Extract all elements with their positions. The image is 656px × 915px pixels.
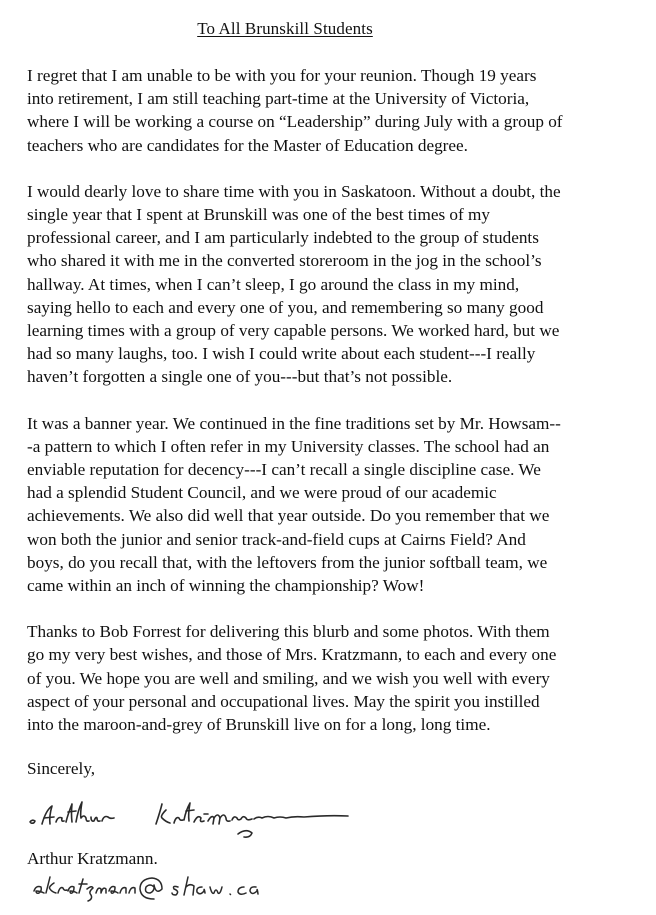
text-line: go my very best wishes, and those of Mrs. Kratzmann, to each and every one: [27, 645, 557, 665]
text-line: came within an inch of winning the championship? Wow!: [27, 576, 425, 596]
text-line: where I will be working a course on “Leadership” during July with a group of: [27, 112, 563, 132]
paragraph-4: [27, 620, 642, 736]
paragraph-2: [27, 180, 642, 389]
signatory-name: Arthur Kratzmann.: [27, 849, 158, 868]
text-line: of you. We hope you are well and smiling, and we wish you well with every: [27, 668, 550, 688]
text-line: who shared it with me in the converted storeroom in the jog in the school’s: [27, 251, 542, 271]
text-line: Thanks to Bob Forrest for delivering this blurb and some photos. With them: [27, 622, 550, 642]
paragraph-3: [27, 412, 642, 598]
text-line: aspect of your personal and occupational lives. May the spirit you instilled: [27, 691, 540, 711]
text-line: into the maroon-and-grey of Brunskill live on for a long, long time.: [27, 715, 491, 735]
text-line: professional career, and I am particularly indebted to the group of students: [27, 228, 539, 248]
text-line: had a splendid Student Council, and we were proud of our academic: [27, 483, 497, 503]
paragraph-1: [27, 64, 642, 157]
text-line: hallway. At times, when I can’t sleep, I go around the class in my mind,: [27, 274, 520, 294]
handwritten-email: [30, 869, 390, 905]
text-line: single year that I spent at Brunskill was one of the best times of my: [27, 205, 491, 225]
text-line: teachers who are candidates for the Master of Education degree.: [27, 135, 468, 155]
text-line: -a pattern to which I often refer in my University classes. The school had an: [27, 436, 550, 456]
text-line: saying hello to each and every one of you, and remembering so many good: [27, 297, 544, 317]
text-line: won both the junior and senior track-and-field cups at Cairns Field? And: [27, 529, 526, 549]
text-line: It was a banner year. We continued in the fine traditions set by Mr. Howsam--: [27, 413, 561, 433]
text-line: I would dearly love to share time with you in Saskatoon. Without a doubt, the: [27, 181, 561, 201]
text-line: enviable reputation for decency---I can’t recall a single discipline case. We: [27, 460, 541, 480]
text-line: learning times with a group of very capable persons. We worked hard, but we: [27, 321, 560, 341]
text-line: into retirement, I am still teaching part-time at the University of Victoria,: [27, 89, 530, 109]
text-line: had so many laughs, too. I wish I could write about each student---I really: [27, 344, 536, 364]
text-line: I regret that I am unable to be with you for your reunion. Though 19 years: [27, 66, 537, 85]
letter-title: To All Brunskill Students: [197, 19, 373, 38]
text-line: achievements. We also did well that year outside. Do you remember that we: [27, 506, 550, 526]
letter-body: [27, 64, 642, 759]
closing-salutation: Sincerely,: [27, 759, 96, 778]
handwritten-signature: [28, 788, 448, 843]
text-line: boys, do you recall that, with the leftovers from the junior softball team, we: [27, 552, 548, 572]
text-line: haven’t forgotten a single one of you---but that’s not possible.: [27, 367, 453, 387]
